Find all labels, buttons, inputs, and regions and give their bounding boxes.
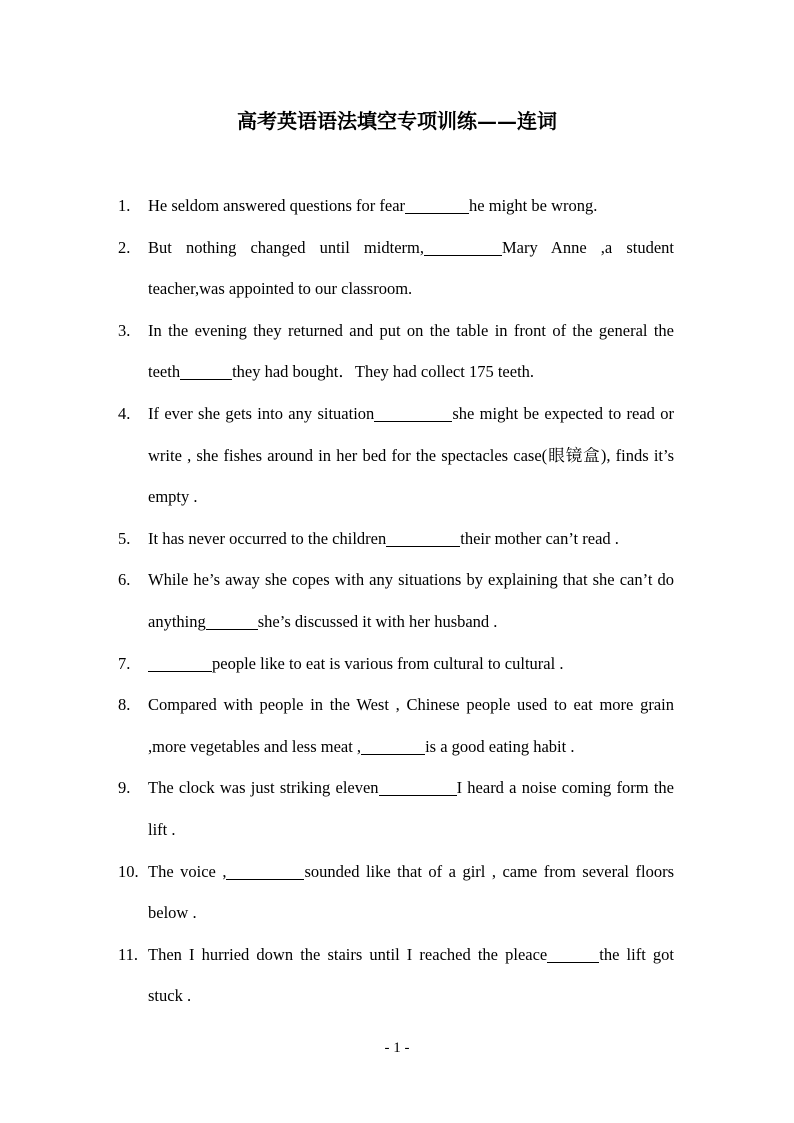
page-number: - 1 - xyxy=(384,1040,410,1056)
question-text-before: In the evening they returned and put on the table in front of the general the teeth xyxy=(148,320,674,382)
question-text-before: Compared with people in the West , Chinese people used to eat more grain ,more vegetables and less meat , xyxy=(148,695,674,756)
question-item xyxy=(118,559,674,642)
question-number: 2. xyxy=(118,237,131,257)
question-text-after: they had bought．They had collect 175 teeth. xyxy=(232,362,535,382)
question-text-before: If ever she gets into any situation xyxy=(148,403,375,423)
question-item xyxy=(118,227,674,310)
question-text-after: is a good eating habit . xyxy=(425,736,575,756)
question-number: 8. xyxy=(118,695,131,715)
question-text-before: The clock was just striking eleven xyxy=(148,778,379,798)
answer-blank xyxy=(424,238,502,256)
question-text-before: The voice , xyxy=(148,861,227,881)
question-number: 4. xyxy=(118,403,131,423)
answer-blank xyxy=(361,737,425,755)
question-number: 10. xyxy=(118,861,139,881)
answer-blank xyxy=(405,197,469,215)
question-number: 11. xyxy=(118,944,139,964)
question-item xyxy=(118,393,674,518)
question-text-before: He seldom answered questions for fear xyxy=(148,196,406,215)
question-item xyxy=(118,851,674,934)
question-text-after: their mother can’t read . xyxy=(460,528,619,548)
answer-blank xyxy=(374,404,452,422)
answer-blank xyxy=(226,862,304,880)
page-title: 高考英语语法填空专项训练——连词 xyxy=(237,109,557,133)
question-list xyxy=(118,185,674,1017)
question-number: 7. xyxy=(118,653,131,673)
answer-blank xyxy=(206,612,258,630)
question-text-after: Mary Anne ,a student teacher,was appointed to our classroom. xyxy=(148,237,674,299)
question-number: 9. xyxy=(118,778,131,798)
question-item xyxy=(118,643,674,685)
question-item xyxy=(118,684,674,767)
answer-blank xyxy=(180,363,232,381)
question-text-before: Then I hurried down the stairs until I reached the pleace xyxy=(148,944,548,964)
question-number: 5. xyxy=(118,528,131,548)
question-item xyxy=(118,310,674,393)
question-number: 6. xyxy=(118,570,131,590)
question-item xyxy=(118,934,674,1017)
question-text-after: people like to eat is various from cultural to cultural . xyxy=(212,653,564,673)
answer-blank xyxy=(379,779,457,797)
answer-blank xyxy=(547,945,599,963)
question-text-after: I heard a noise coming form the lift . xyxy=(148,778,675,839)
question-text-after: he might be wrong. xyxy=(469,196,598,215)
question-item xyxy=(118,185,674,227)
question-text-after: she might be expected to read or write , she fishes around in her bed for the spectacles case(眼镜盒), finds it’s empty . xyxy=(148,403,675,507)
question-number: 3. xyxy=(118,320,131,340)
question-item xyxy=(118,518,674,560)
question-text-after: she’s discussed it with her husband . xyxy=(257,611,498,631)
answer-blank xyxy=(386,529,460,547)
answer-blank xyxy=(148,654,212,672)
question-number: 1. xyxy=(118,196,131,215)
question-text-before: While he’s away she copes with any situations by explaining that she can’t do anything xyxy=(148,570,674,631)
question-text-after: the lift got stuck . xyxy=(148,944,674,1006)
question-text-before: It has never occurred to the children xyxy=(148,528,387,548)
question-text-before: But nothing changed until midterm, xyxy=(148,237,424,257)
question-text-after: sounded like that of a girl , came from several floors below . xyxy=(148,861,674,923)
question-item xyxy=(118,767,674,850)
